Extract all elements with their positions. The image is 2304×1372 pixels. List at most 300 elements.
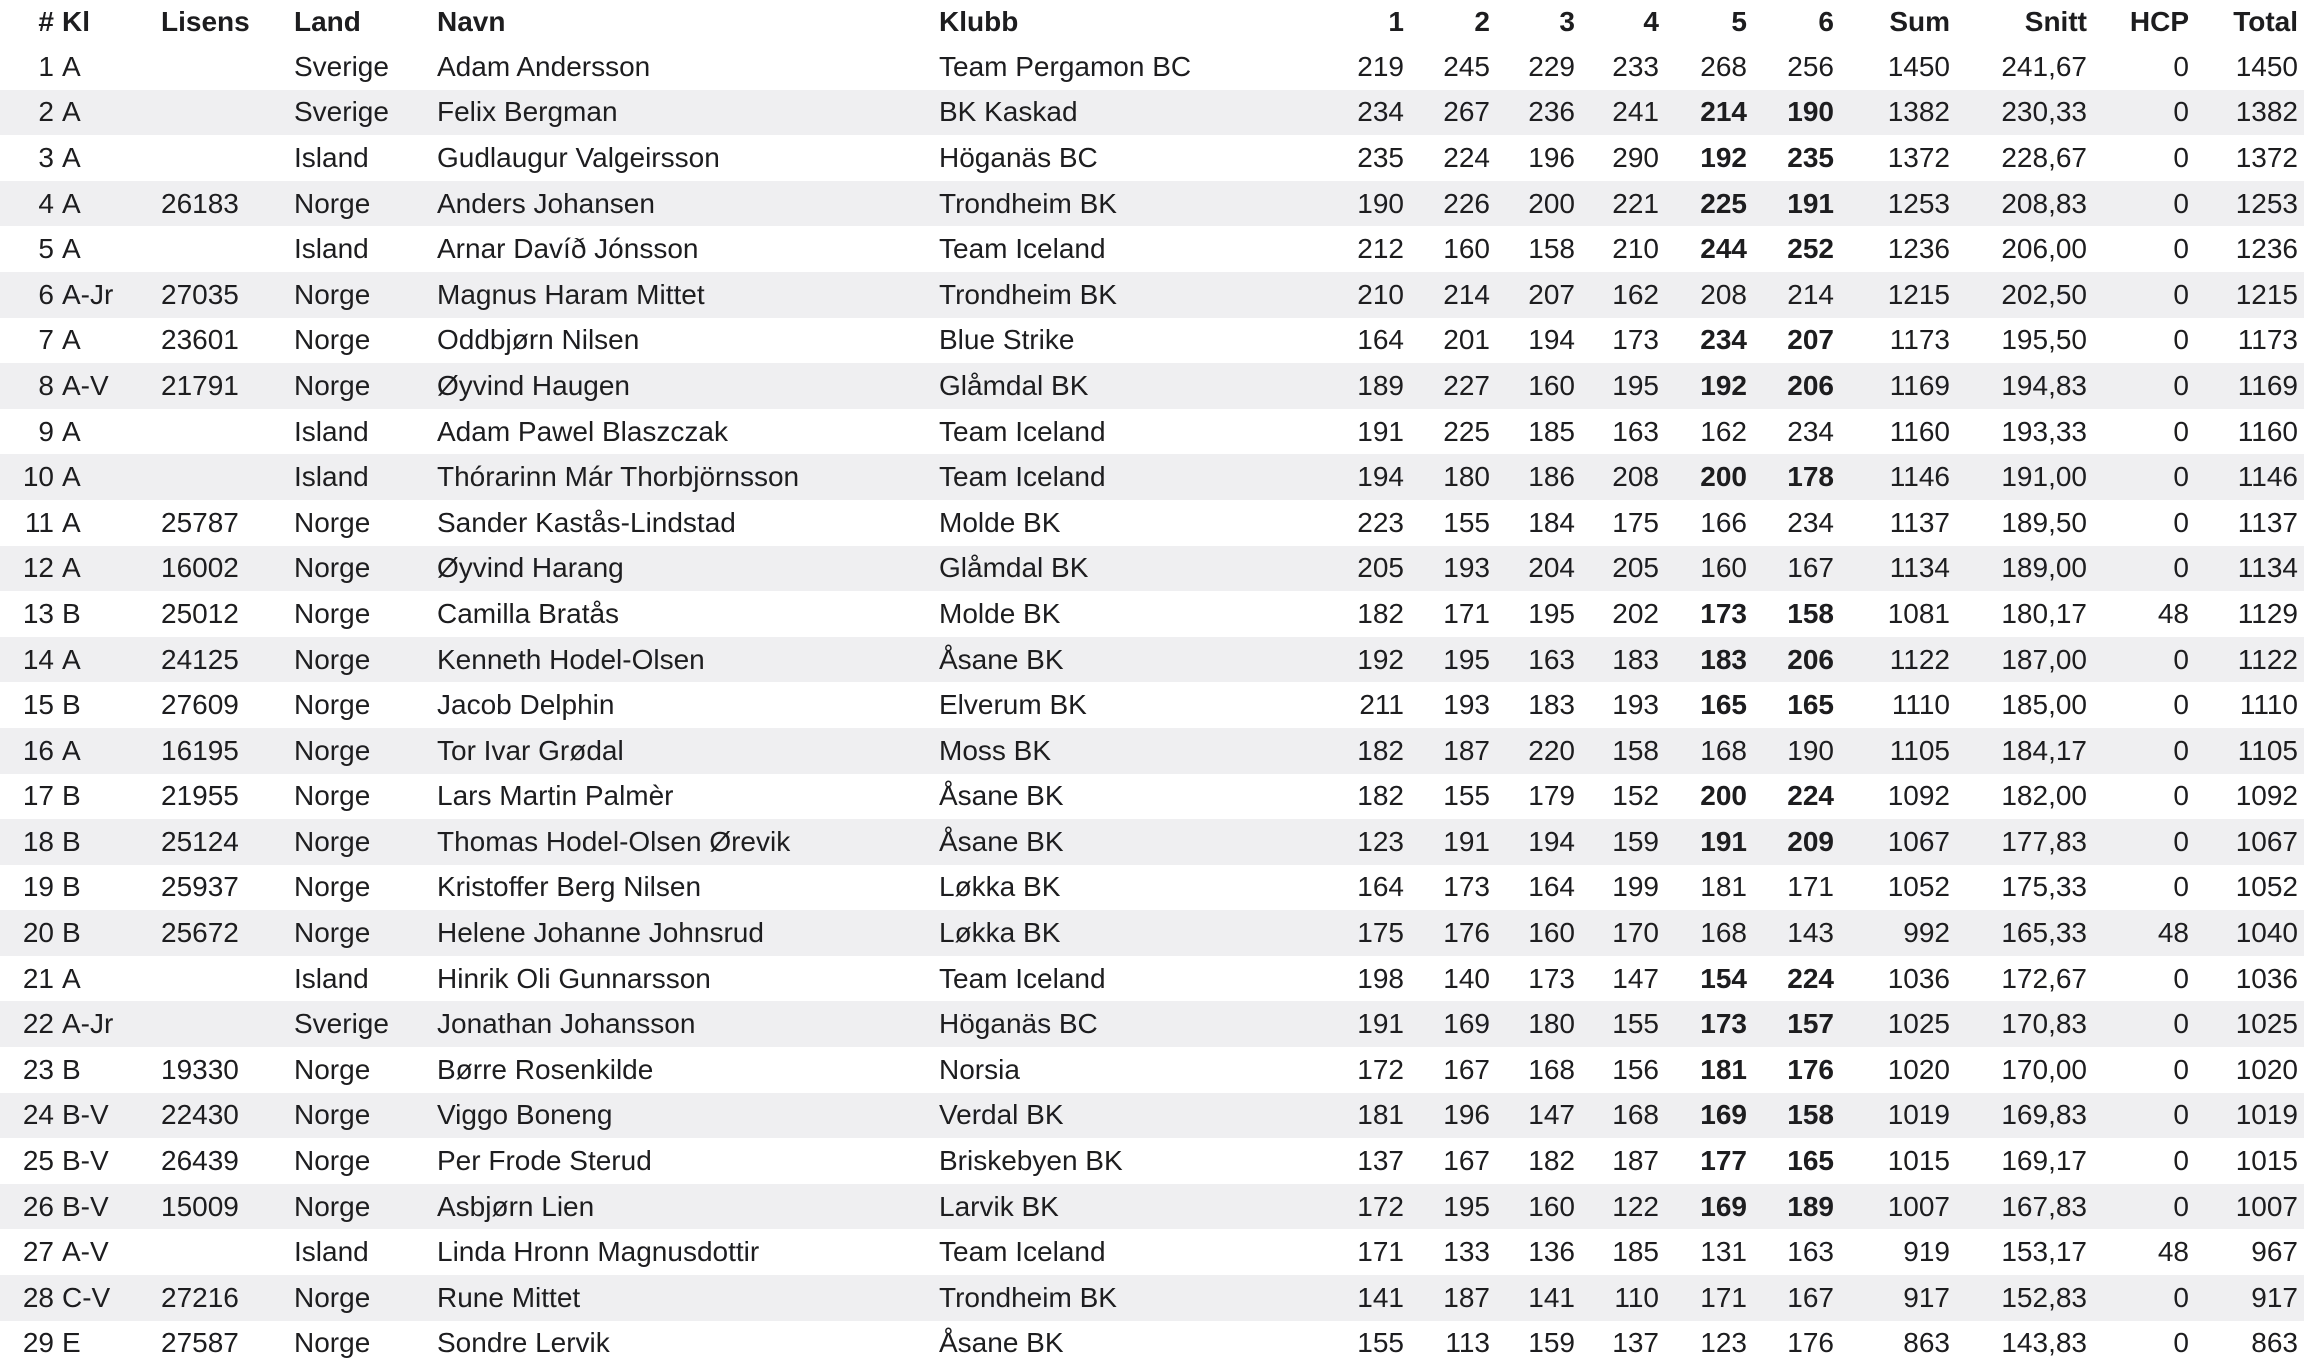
- cell-game-6: 256: [1787, 50, 1834, 82]
- cell-game-1: 192: [1357, 643, 1404, 675]
- cell-game-3: 159: [1528, 1327, 1575, 1359]
- cell-total: 1015: [2235, 1145, 2298, 1177]
- table-row: [0, 956, 2304, 1002]
- cell-rank: 28: [22, 1281, 54, 1313]
- cell-game-4: 205: [1612, 552, 1659, 584]
- cell-snitt: 172,67: [2001, 962, 2087, 994]
- cell-game-3: 136: [1528, 1236, 1575, 1268]
- cell-snitt: 206,00: [2001, 233, 2087, 265]
- cell-game-4: 155: [1612, 1008, 1659, 1040]
- cell-game-6: 207: [1787, 324, 1834, 356]
- cell-klubb: Åsane BK: [939, 643, 1064, 675]
- cell-game-4: 185: [1612, 1236, 1659, 1268]
- cell-game-5: 214: [1700, 96, 1747, 128]
- cell-rank: 12: [22, 552, 54, 584]
- cell-game-4: 193: [1612, 689, 1659, 721]
- cell-game-2: 191: [1443, 825, 1490, 857]
- cell-game-2: 176: [1443, 917, 1490, 949]
- cell-land: Norge: [294, 871, 371, 903]
- cell-klubb: Løkka BK: [939, 917, 1061, 949]
- cell-rank: 25: [22, 1145, 54, 1177]
- cell-klubb: Briskebyen BK: [939, 1145, 1123, 1177]
- cell-kl: E: [62, 1327, 81, 1359]
- cell-game-4: 210: [1612, 233, 1659, 265]
- cell-game-1: 141: [1357, 1281, 1404, 1313]
- cell-sum: 1019: [1887, 1099, 1950, 1131]
- cell-game-2: 173: [1443, 871, 1490, 903]
- cell-game-6: 191: [1787, 187, 1834, 219]
- header-klubb[interactable]: Klubb: [939, 6, 1019, 37]
- header-lisens[interactable]: Lisens: [161, 6, 250, 37]
- cell-kl: A: [62, 187, 81, 219]
- cell-game-1: 182: [1357, 734, 1404, 766]
- cell-sum: 1036: [1887, 962, 1950, 994]
- cell-lisens: 25124: [161, 825, 239, 857]
- cell-hcp: 0: [2173, 461, 2189, 493]
- table-row: [0, 135, 2304, 181]
- cell-navn: Adam Andersson: [437, 50, 651, 82]
- cell-total: 1105: [2237, 734, 2298, 766]
- cell-land: Island: [294, 1236, 369, 1268]
- cell-navn: Thórarinn Már Thorbjörnsson: [437, 461, 800, 493]
- cell-game-3: 236: [1528, 96, 1575, 128]
- cell-snitt: 195,50: [2001, 324, 2087, 356]
- cell-lisens: 21955: [161, 780, 239, 812]
- cell-snitt: 187,00: [2001, 643, 2087, 675]
- cell-total: 1025: [2235, 1008, 2298, 1040]
- cell-game-4: 147: [1612, 962, 1659, 994]
- cell-snitt: 189,50: [2001, 506, 2087, 538]
- table-row: [0, 90, 2304, 136]
- cell-klubb: Molde BK: [939, 506, 1061, 538]
- cell-game-2: 167: [1443, 1145, 1490, 1177]
- cell-klubb: Åsane BK: [939, 825, 1064, 857]
- cell-game-6: 190: [1787, 734, 1834, 766]
- cell-klubb: Åsane BK: [939, 1327, 1064, 1359]
- cell-rank: 8: [38, 369, 54, 401]
- cell-game-4: 137: [1612, 1327, 1659, 1359]
- cell-game-5: 131: [1700, 1236, 1747, 1268]
- cell-game-5: 234: [1700, 324, 1747, 356]
- cell-land: Sverige: [294, 50, 389, 82]
- cell-klubb: Elverum BK: [939, 689, 1087, 721]
- cell-navn: Gudlaugur Valgeirsson: [437, 141, 720, 173]
- cell-game-1: 194: [1357, 461, 1404, 493]
- cell-lisens: 27609: [161, 689, 239, 721]
- cell-rank: 9: [38, 415, 54, 447]
- cell-game-3: 182: [1528, 1145, 1575, 1177]
- cell-sum: 1215: [1887, 278, 1950, 310]
- table-row: [0, 637, 2304, 683]
- cell-lisens: 27216: [161, 1281, 239, 1313]
- cell-game-5: 177: [1700, 1145, 1747, 1177]
- cell-game-4: 159: [1612, 825, 1659, 857]
- table-row: [0, 226, 2304, 272]
- cell-navn: Øyvind Harang: [437, 552, 624, 584]
- cell-lisens: 19330: [161, 1053, 239, 1085]
- cell-klubb: Glåmdal BK: [939, 369, 1089, 401]
- cell-kl: B: [62, 780, 81, 812]
- cell-navn: Per Frode Sterud: [437, 1145, 652, 1177]
- cell-game-1: 234: [1357, 96, 1404, 128]
- cell-navn: Helene Johanne Johnsrud: [437, 917, 764, 949]
- cell-navn: Tor Ivar Grødal: [437, 734, 624, 766]
- cell-snitt: 185,00: [2001, 689, 2087, 721]
- table-row: [0, 1275, 2304, 1321]
- cell-game-4: 290: [1612, 141, 1659, 173]
- cell-game-5: 154: [1700, 962, 1747, 994]
- cell-navn: Kenneth Hodel-Olsen: [437, 643, 705, 675]
- table-row: [0, 318, 2304, 364]
- cell-game-5: 160: [1700, 552, 1747, 584]
- cell-game-3: 168: [1528, 1053, 1575, 1085]
- cell-game-5: 173: [1700, 1008, 1747, 1040]
- cell-kl: A-Jr: [62, 1008, 114, 1040]
- cell-klubb: Team Iceland: [939, 962, 1106, 994]
- cell-game-6: 209: [1787, 825, 1834, 857]
- cell-game-1: 190: [1357, 187, 1404, 219]
- cell-land: Norge: [294, 324, 371, 356]
- cell-kl: A: [62, 233, 81, 265]
- cell-hcp: 0: [2173, 369, 2189, 401]
- header-game-4[interactable]: 4: [1643, 6, 1659, 37]
- cell-total: 1036: [2235, 962, 2298, 994]
- cell-game-1: 212: [1357, 233, 1404, 265]
- cell-land: Norge: [294, 1053, 371, 1085]
- cell-klubb: Team Iceland: [939, 461, 1106, 493]
- table-row: [0, 1001, 2304, 1047]
- cell-klubb: Team Iceland: [939, 1236, 1106, 1268]
- cell-game-1: 155: [1357, 1327, 1404, 1359]
- cell-lisens: [158, 956, 292, 1002]
- cell-game-5: 244: [1700, 233, 1747, 265]
- cell-rank: 24: [22, 1099, 54, 1131]
- cell-lisens: 27587: [161, 1327, 239, 1359]
- cell-land: Norge: [294, 825, 371, 857]
- cell-land: Norge: [294, 597, 371, 629]
- cell-game-2: 155: [1443, 780, 1490, 812]
- cell-kl: B-V: [62, 1099, 109, 1131]
- cell-land: Island: [294, 962, 369, 994]
- cell-total: 1020: [2235, 1053, 2298, 1085]
- cell-kl: A: [62, 643, 81, 675]
- cell-land: Norge: [294, 917, 371, 949]
- cell-game-2: 245: [1443, 50, 1490, 82]
- cell-game-2: 267: [1443, 96, 1490, 128]
- cell-kl: B: [62, 917, 81, 949]
- cell-game-5: 200: [1700, 461, 1747, 493]
- cell-game-2: 201: [1443, 324, 1490, 356]
- cell-game-2: 193: [1443, 552, 1490, 584]
- cell-sum: 1146: [1889, 461, 1950, 493]
- header-row: [0, 0, 2304, 44]
- cell-land: Norge: [294, 689, 371, 721]
- cell-lisens: [158, 226, 292, 272]
- cell-game-6: 234: [1787, 415, 1834, 447]
- cell-kl: B-V: [62, 1190, 109, 1222]
- cell-rank: 1: [38, 50, 54, 82]
- cell-sum: 1382: [1887, 96, 1950, 128]
- table-row: [0, 910, 2304, 956]
- cell-game-2: 227: [1443, 369, 1490, 401]
- table-row: [0, 500, 2304, 546]
- cell-navn: Felix Bergman: [437, 96, 618, 128]
- cell-game-6: 234: [1787, 506, 1834, 538]
- table-row: [0, 1093, 2304, 1139]
- cell-rank: 16: [22, 734, 54, 766]
- cell-navn: Sander Kastås-Lindstad: [437, 506, 736, 538]
- table-row: [0, 272, 2304, 318]
- header-total[interactable]: Total: [2233, 6, 2298, 37]
- cell-game-2: 187: [1443, 1281, 1490, 1313]
- header-hcp[interactable]: HCP: [2129, 6, 2189, 37]
- cell-sum: 863: [1903, 1327, 1950, 1359]
- cell-lisens: [158, 1001, 292, 1047]
- cell-hcp: 0: [2173, 552, 2189, 584]
- header-game-1[interactable]: 1: [1388, 6, 1404, 37]
- cell-total: 1450: [2235, 50, 2298, 82]
- table-row: [0, 409, 2304, 455]
- cell-sum: 917: [1903, 1281, 1950, 1313]
- cell-game-1: 210: [1357, 278, 1404, 310]
- cell-game-4: 158: [1612, 734, 1659, 766]
- cell-game-6: 206: [1787, 643, 1834, 675]
- cell-rank: 10: [22, 461, 54, 493]
- cell-navn: Adam Pawel Blaszczak: [437, 415, 729, 447]
- cell-rank: 20: [22, 917, 54, 949]
- cell-game-3: 163: [1528, 643, 1575, 675]
- cell-lisens: 22430: [161, 1099, 239, 1131]
- cell-klubb: Norsia: [939, 1053, 1020, 1085]
- cell-game-6: 157: [1787, 1008, 1834, 1040]
- cell-land: Norge: [294, 1281, 371, 1313]
- header-navn[interactable]: Navn: [437, 6, 506, 37]
- cell-game-3: 180: [1528, 1008, 1575, 1040]
- cell-game-1: 171: [1357, 1236, 1404, 1268]
- cell-total: 1169: [2237, 369, 2298, 401]
- cell-game-2: 195: [1443, 643, 1490, 675]
- cell-snitt: 184,17: [2001, 734, 2087, 766]
- cell-land: Norge: [294, 1099, 371, 1131]
- cell-snitt: 170,00: [2001, 1053, 2087, 1085]
- cell-kl: A: [62, 96, 81, 128]
- cell-game-3: 200: [1528, 187, 1575, 219]
- table-row: [0, 1321, 2304, 1367]
- cell-game-3: 160: [1528, 917, 1575, 949]
- cell-navn: Thomas Hodel-Olsen Ørevik: [437, 825, 791, 857]
- cell-navn: Jacob Delphin: [437, 689, 615, 721]
- cell-game-4: 195: [1612, 369, 1659, 401]
- cell-game-5: 171: [1700, 1281, 1747, 1313]
- header-kl[interactable]: Kl: [62, 6, 90, 37]
- cell-land: Norge: [294, 369, 371, 401]
- header-game-6[interactable]: 6: [1818, 6, 1834, 37]
- cell-game-6: 176: [1787, 1053, 1834, 1085]
- cell-navn: Øyvind Haugen: [437, 369, 631, 401]
- cell-land: Norge: [294, 187, 371, 219]
- cell-snitt: 191,00: [2001, 461, 2087, 493]
- cell-hcp: 0: [2173, 871, 2189, 903]
- cell-sum: 1236: [1887, 233, 1950, 265]
- cell-game-1: 191: [1357, 1008, 1404, 1040]
- cell-game-1: 181: [1357, 1099, 1404, 1131]
- cell-game-1: 123: [1357, 825, 1404, 857]
- cell-hcp: 0: [2173, 96, 2189, 128]
- cell-klubb: Åsane BK: [939, 780, 1064, 812]
- cell-game-2: 214: [1443, 278, 1490, 310]
- cell-game-5: 165: [1700, 689, 1747, 721]
- cell-navn: Viggo Boneng: [437, 1099, 613, 1131]
- cell-hcp: 0: [2173, 278, 2189, 310]
- cell-klubb: Trondheim BK: [939, 278, 1117, 310]
- cell-sum: 1052: [1887, 871, 1950, 903]
- cell-land: Norge: [294, 1190, 371, 1222]
- cell-sum: 1122: [1889, 643, 1950, 675]
- cell-game-1: 164: [1357, 871, 1404, 903]
- cell-rank: 23: [22, 1053, 54, 1085]
- cell-game-2: 160: [1443, 233, 1490, 265]
- cell-game-2: 196: [1443, 1099, 1490, 1131]
- cell-snitt: 153,17: [2001, 1236, 2087, 1268]
- cell-game-5: 192: [1700, 369, 1747, 401]
- cell-game-3: 194: [1528, 825, 1575, 857]
- cell-game-3: 185: [1528, 415, 1575, 447]
- cell-game-6: 224: [1787, 962, 1834, 994]
- cell-game-2: 224: [1443, 141, 1490, 173]
- cell-game-4: 168: [1612, 1099, 1659, 1131]
- cell-snitt: 208,83: [2001, 187, 2087, 219]
- cell-hcp: 48: [2157, 597, 2189, 629]
- cell-game-4: 152: [1612, 780, 1659, 812]
- cell-game-3: 179: [1528, 780, 1575, 812]
- header-snitt[interactable]: Snitt: [2024, 6, 2087, 37]
- cell-game-4: 173: [1612, 324, 1659, 356]
- cell-kl: A: [62, 734, 81, 766]
- cell-sum: 1007: [1887, 1190, 1950, 1222]
- cell-lisens: 16002: [161, 552, 239, 584]
- cell-snitt: 230,33: [2001, 96, 2087, 128]
- cell-game-6: 158: [1787, 597, 1834, 629]
- cell-snitt: 194,83: [2001, 369, 2087, 401]
- cell-navn: Jonathan Johansson: [437, 1008, 696, 1040]
- cell-klubb: Verdal BK: [939, 1099, 1064, 1131]
- cell-rank: 27: [22, 1236, 54, 1268]
- cell-hcp: 0: [2173, 50, 2189, 82]
- cell-snitt: 241,67: [2001, 50, 2087, 82]
- cell-game-3: 164: [1528, 871, 1575, 903]
- cell-navn: Linda Hronn Magnusdottir: [437, 1236, 760, 1268]
- cell-rank: 7: [38, 324, 54, 356]
- cell-kl: B: [62, 871, 81, 903]
- cell-game-1: 198: [1357, 962, 1404, 994]
- cell-game-5: 173: [1700, 597, 1747, 629]
- cell-sum: 1092: [1887, 780, 1950, 812]
- cell-sum: 1134: [1889, 552, 1950, 584]
- header-sum[interactable]: Sum: [1889, 6, 1950, 37]
- header-rank[interactable]: #: [38, 6, 54, 37]
- table-row: [0, 1229, 2304, 1275]
- cell-game-5: 166: [1700, 506, 1747, 538]
- cell-hcp: 0: [2173, 1281, 2189, 1313]
- cell-game-4: 187: [1612, 1145, 1659, 1177]
- cell-game-2: 225: [1443, 415, 1490, 447]
- cell-game-6: 163: [1787, 1236, 1834, 1268]
- table-row: [0, 546, 2304, 592]
- cell-game-3: 220: [1528, 734, 1575, 766]
- cell-game-4: 110: [1614, 1281, 1659, 1313]
- cell-navn: Arnar Davíð Jónsson: [437, 233, 699, 265]
- cell-game-4: 175: [1612, 506, 1659, 538]
- cell-kl: B-V: [62, 1145, 109, 1177]
- cell-total: 1019: [2235, 1099, 2298, 1131]
- cell-kl: A-V: [62, 369, 109, 401]
- cell-game-6: 189: [1787, 1190, 1834, 1222]
- cell-sum: 1372: [1887, 141, 1950, 173]
- header-game-3[interactable]: 3: [1559, 6, 1575, 37]
- cell-game-1: 223: [1357, 506, 1404, 538]
- header-game-2[interactable]: 2: [1474, 6, 1490, 37]
- cell-game-2: 226: [1443, 187, 1490, 219]
- cell-kl: B: [62, 597, 81, 629]
- cell-snitt: 182,00: [2001, 780, 2087, 812]
- cell-game-2: 133: [1443, 1236, 1490, 1268]
- cell-game-3: 183: [1528, 689, 1575, 721]
- cell-kl: A: [62, 324, 81, 356]
- cell-game-5: 192: [1700, 141, 1747, 173]
- cell-game-5: 168: [1700, 734, 1747, 766]
- cell-game-3: 229: [1528, 50, 1575, 82]
- cell-navn: Kristoffer Berg Nilsen: [437, 871, 702, 903]
- cell-land: Island: [294, 141, 369, 173]
- cell-lisens: [158, 454, 292, 500]
- cell-total: 1067: [2235, 825, 2298, 857]
- cell-hcp: 0: [2173, 506, 2189, 538]
- cell-game-5: 162: [1700, 415, 1747, 447]
- cell-snitt: 169,83: [2001, 1099, 2087, 1131]
- cell-sum: 1015: [1887, 1145, 1950, 1177]
- cell-hcp: 0: [2173, 689, 2189, 721]
- cell-game-2: 167: [1443, 1053, 1490, 1085]
- cell-game-5: 181: [1700, 871, 1747, 903]
- header-land[interactable]: Land: [294, 6, 361, 37]
- cell-game-4: 208: [1612, 461, 1659, 493]
- cell-game-4: 202: [1612, 597, 1659, 629]
- cell-hcp: 0: [2173, 1190, 2189, 1222]
- cell-game-4: 163: [1612, 415, 1659, 447]
- cell-sum: 1160: [1889, 415, 1950, 447]
- cell-land: Norge: [294, 643, 371, 675]
- cell-lisens: 27035: [161, 278, 239, 310]
- cell-land: Norge: [294, 506, 371, 538]
- cell-game-5: 181: [1700, 1053, 1747, 1085]
- cell-game-5: 168: [1700, 917, 1747, 949]
- cell-rank: 2: [38, 96, 54, 128]
- cell-kl: B: [62, 1053, 81, 1085]
- cell-total: 1122: [2237, 643, 2298, 675]
- cell-game-1: 182: [1357, 597, 1404, 629]
- table-row: [0, 682, 2304, 728]
- cell-game-1: 235: [1357, 141, 1404, 173]
- cell-game-6: 171: [1787, 871, 1834, 903]
- cell-game-2: 113: [1445, 1327, 1490, 1359]
- cell-total: 1007: [2235, 1190, 2298, 1222]
- header-game-5[interactable]: 5: [1731, 6, 1747, 37]
- cell-hcp: 0: [2173, 1008, 2189, 1040]
- cell-sum: 1137: [1889, 506, 1950, 538]
- cell-game-6: 224: [1787, 780, 1834, 812]
- cell-game-1: 164: [1357, 324, 1404, 356]
- cell-game-4: 170: [1612, 917, 1659, 949]
